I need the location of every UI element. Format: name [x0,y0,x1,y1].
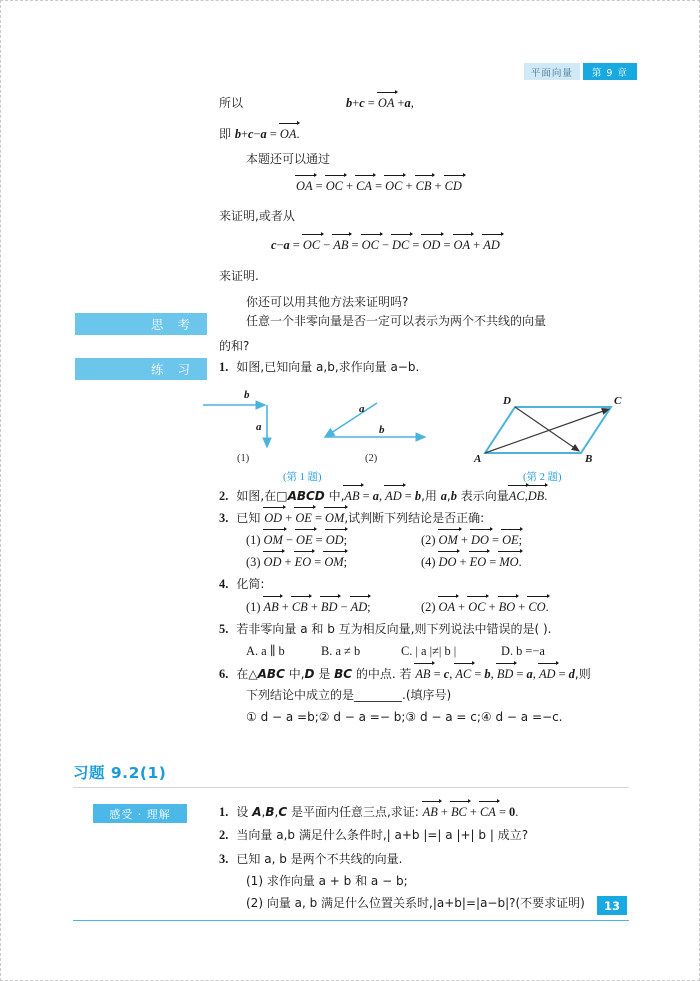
figure-1-label-a: a [256,421,262,433]
proof-line2: 即 b+c−a = OA. [219,127,300,141]
practice-item-1-num: 1. [219,360,229,374]
exercise-item-2-text: 当向量 a,b 满足什么条件时,| a+b |=| a |+| b | 成立? [236,828,529,842]
practice-item-5 [219,621,551,637]
figure-2-vertex-C: C [614,395,622,407]
practice-item-3-num: 3. [219,511,229,525]
practice-item-4-text: 化简: [236,577,265,591]
figure-1b-label-b: b [379,424,385,436]
practice-item-5-choice-b: B. a ≠ b [321,644,361,658]
practice-item-2: 2. 如图,在□ABCD 中,AB = a, AD = b,用 a,b 表示向量AC,DB. [219,489,548,503]
think-text-line2: 的和? [219,339,250,353]
exercise-item-3-num: 3. [219,852,229,866]
exercise-item-1-num: 1. [219,805,229,819]
exercise-item-2-num: 2. [219,828,229,842]
exercise-chip [93,804,187,823]
practice-item-6-num: 6. [219,667,229,681]
exercise-item-1: 1. 设 A,B,C 是平面内任意三点,求证: AB + BC + CA = 0. [219,805,519,819]
practice-item-5-num: 5. [219,622,229,636]
exercise-item-3-sub-1: (1) 求作向量 a + b 和 a − b; [246,874,408,888]
exercise-chip-label: 感受 · 理解 [109,807,171,821]
page-header [524,63,637,80]
exercise-item-3-sub-2: (2) 向量 a, b 满足什么位置关系时,|a+b|=|a−b|?(不要求证明) [246,896,585,910]
practice-item-6: 6. 在△ABC 中,D 是 BC 的中点. 若 AB = c, AC = b, BD = a, AD = d,则 [219,667,591,681]
practice-chip [75,358,207,380]
practice-item-5-choice-c: C. | a |≠| b | [401,644,457,658]
figure-1-sub1-caption: (1) [237,453,250,464]
proof-line5: 来证明. [219,269,259,283]
figure-2-vertex-B: B [585,453,593,465]
practice-item-6-line2: 下列结论中成立的是________.(填序号) [246,688,452,702]
practice-item-3-sub-1: (1) OM − OE = OD; [246,533,348,547]
think-chip-label: 思 考 [151,317,195,332]
practice-item-2-num: 2. [219,489,229,503]
header-subject: 平面向量 [524,63,580,80]
practice-item-5-choice-a: A. a ∥ b [246,644,285,658]
proof-equation-1: OA = OC + CA = OC + CB + CD [296,179,462,193]
header-chapter: 第 9 章 [583,63,637,80]
think-chip [75,313,207,335]
exercise-section-rule [73,787,629,788]
practice-item-1 [219,359,419,375]
exercise-item-2 [219,827,528,843]
think-text-line1: 任意一个非零向量是否一定可以表示为两个不共线的向量 [246,314,547,328]
proof-line6: 你还可以用其他方法来证明吗? [246,295,409,309]
figure-1-label-b: b [244,389,250,401]
proof-line1-equation: b+c = OA +a, [346,96,414,110]
figure-1-sub2-caption: (2) [365,453,378,464]
figure-2-parallelogram [479,395,624,461]
footer-rule [73,920,629,921]
practice-item-1-text: 如图,已知向量 a,b,求作向量 a−b. [236,360,420,374]
figure-2-vertex-A: A [474,453,482,465]
figure-2-caption: (第 2 题) [523,472,562,483]
practice-chip-label: 练 习 [151,362,195,377]
proof-line1-label: 所以 [219,96,244,110]
practice-item-3-sub-4: (4) DO + EO = MO. [421,555,522,569]
figure-1-vectors [197,389,447,461]
page-number: 13 [597,896,627,915]
practice-item-6-line3: ① d − a =b;② d − a =− b;③ d − a = c;④ d − a =−c. [246,710,563,724]
practice-item-4-num: 4. [219,577,229,591]
practice-item-3: 3. 已知 OD + OE = OM,试判断下列结论是否正确: [219,511,485,525]
figure-1-caption: (第 1 题) [283,472,322,483]
practice-item-5-text: 若非零向量 a 和 b 互为相反向量,则下列说法中错误的是( ). [236,622,552,636]
practice-item-3-sub-2: (2) OM + DO = OE; [421,533,523,547]
practice-item-5-choice-d: D. b =−a [501,644,545,658]
practice-item-4-sub-1: (1) AB + CB + BD − AD; [246,600,371,614]
practice-item-3-sub-3: (3) OD + EO = OM; [246,555,348,569]
exercise-item-3-text: 已知 a, b 是两个不共线的向量. [236,852,403,866]
practice-item-4 [219,576,264,592]
proof-line3: 本题还可以通过 [246,152,331,166]
figure-1b-label-a: a [359,403,365,415]
figure-2-vertex-D: D [503,395,511,407]
proof-line4: 来证明,或者从 [219,209,295,223]
practice-item-4-sub-2: (2) OA + OC + BO + CO. [421,600,549,614]
exercise-section-heading: 习题 9.2(1) [73,764,167,782]
exercise-item-3 [219,851,402,867]
proof-equation-2: c−a = OC − AB = OC − DC = OD = OA + AD [271,238,500,252]
